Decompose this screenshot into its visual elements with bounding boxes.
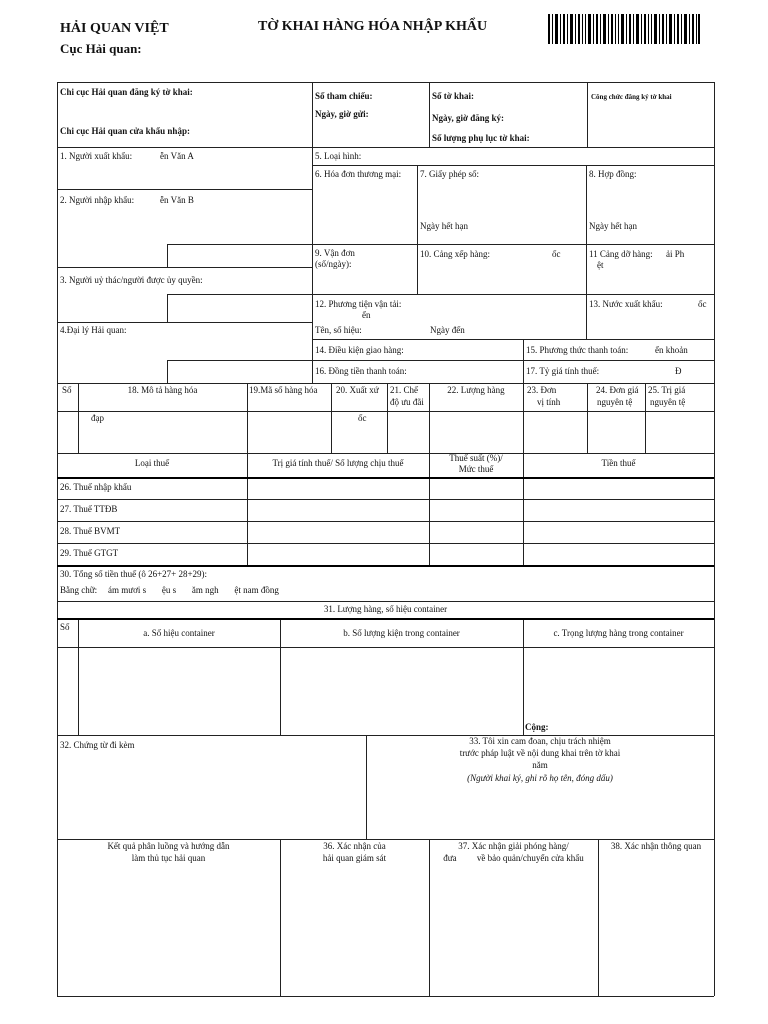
bill-of-lading-sub: (số/ngày): (315, 259, 352, 269)
loading-port-value: ốc (552, 249, 561, 259)
contract-expiry-label: Ngày hết hạn (589, 221, 637, 231)
discharge-port-label: 11 Cảng dỡ hàng: (589, 249, 653, 259)
branch-register-label: Chi cục Hải quan đăng ký tờ khai: (60, 87, 193, 97)
container-col-weight: c. Trọng lượng hàng trong container (553, 628, 684, 638)
release-line-2: đưa về bảo quản/chuyển cửa khẩu (443, 853, 584, 863)
supervision-line-2: hải quan giám sát (322, 853, 387, 863)
tax-rate-header: Thuế suất (%)/ (449, 453, 503, 463)
sub-agency: Cục Hải quan: (60, 41, 142, 56)
col-hs-code: 19.Mã số hàng hóa (249, 385, 318, 395)
arrival-date-label: Ngày đến (430, 325, 465, 335)
discharge-port-value: ải Ph (666, 249, 685, 259)
vessel-name-label: Tên, số hiệu: (315, 325, 362, 335)
trustor-label: 3. Người uỷ thác/người được ủy quyền: (60, 275, 203, 285)
contract-label: 8. Hợp đồng: (589, 169, 637, 179)
declaration-line-1: 33. Tôi xin cam đoan, chịu trách nhiệm (469, 736, 611, 746)
declaration-line-3: năm (532, 760, 548, 770)
tax-row-import: 26. Thuế nhập khẩu (60, 482, 132, 492)
exporter-value: ễn Văn A (160, 151, 194, 161)
col-unit-price-2: nguyên tệ (597, 397, 633, 407)
col-quantity: 22. Lượng hàng (447, 385, 505, 395)
branch-border-label: Chi cục Hải quan cửa khẩu nhập: (60, 126, 190, 136)
officer-label: Công chức đăng ký tờ khai (591, 93, 672, 101)
col-value: 25. Trị giá (648, 385, 686, 395)
importer-value: ễn Văn B (160, 195, 194, 205)
export-country-value: ốc (698, 299, 707, 309)
supervision-line-1: 36. Xác nhận của (323, 841, 386, 851)
routing-result-line-1: Kết quả phân luồng và hướng dẫn (107, 841, 230, 851)
exchange-rate-label: 17. Tỷ giá tính thuế: (526, 366, 600, 376)
register-datetime-label: Ngày, giờ đăng ký: (432, 113, 504, 123)
col-no: Số (62, 385, 72, 395)
payment-method-value: ển khoản (655, 345, 688, 355)
tax-rate-header-2: Mức thuế (458, 464, 494, 474)
type-label: 5. Loại hình: (315, 151, 362, 161)
container-title: 31. Lượng hàng, số hiệu container (323, 604, 448, 614)
col-unit: 23. Đơn (527, 385, 557, 395)
col-origin: 20. Xuất xứ (336, 385, 379, 395)
export-country-label: 13. Nước xuất khẩu: (589, 299, 663, 309)
barcode-icon (548, 14, 700, 44)
amount-in-words-value: ám mươi s ệu s ăm ngh ệt nam đồng (108, 585, 279, 595)
container-col-packages: b. Số lượng kiện trong container (343, 628, 460, 638)
loading-port-label: 10. Cảng xếp hàng: (420, 249, 490, 259)
importer-label: 2. Người nhập khẩu: (60, 195, 135, 205)
col-unit-2: vị tính (537, 397, 561, 407)
agency-name: HẢI QUAN VIỆT (60, 21, 169, 36)
tax-row-environment: 28. Thuế BVMT (60, 526, 121, 536)
taxable-value-header: Trị giá tính thuế/ Số lượng chịu thuế (272, 458, 404, 468)
ref-no-label: Số tham chiếu: (315, 91, 373, 101)
appendix-count-label: Số lượng phụ lục tờ khai: (432, 133, 530, 143)
release-line-1: 37. Xác nhận giải phóng hàng/ (458, 841, 569, 851)
exporter-label: 1. Người xuất khẩu: (60, 151, 133, 161)
form-title: TỜ KHAI HÀNG HÓA NHẬP KHẨU (258, 19, 488, 34)
discharge-port-value-2: ệt (597, 260, 604, 270)
container-col-no: Số (60, 622, 70, 632)
license-label: 7. Giấy phép số: (420, 169, 479, 179)
declaration-line-2: trước pháp luật về nội dung khai trên tờ khai (459, 748, 621, 758)
bill-of-lading-label: 9. Vận đơn (315, 248, 355, 258)
license-expiry-label: Ngày hết hạn (420, 221, 468, 231)
col-description: 18. Mô tả hàng hóa (127, 385, 198, 395)
clearance-label: 38. Xác nhận thông quan (610, 841, 702, 851)
container-total-label: Cộng: (525, 722, 549, 732)
invoice-label: 6. Hóa đơn thương mại: (315, 169, 402, 179)
tax-type-header: Loại thuế (134, 458, 170, 468)
tax-row-vat: 29. Thuế GTGT (60, 548, 119, 558)
sent-datetime-label: Ngày, giờ gửi: (315, 109, 369, 119)
tax-row-special: 27. Thuế TTĐB (60, 504, 118, 514)
col-unit-price: 24. Đơn giá (596, 385, 639, 395)
currency-label: 16. Đồng tiền thanh toán: (315, 366, 407, 376)
transport-value: ển (362, 310, 371, 320)
routing-result-line-2: làm thủ tục hải quan (131, 853, 206, 863)
declarant-sign-note: (Người khai ký, ghi rõ họ tên, đóng dấu) (467, 773, 613, 783)
attached-docs-label: 32. Chứng từ đi kèm (60, 740, 135, 750)
amount-in-words-label: Bằng chữ: (60, 585, 98, 595)
declaration-no-label: Số tờ khai: (432, 91, 474, 101)
tax-amount-header: Tiền thuế (601, 458, 636, 468)
container-col-number: a. Số hiệu container (143, 628, 215, 638)
col-preference: 21. Chế (390, 385, 418, 395)
customs-agent-label: 4.Đại lý Hải quan: (60, 325, 127, 335)
col-preference-2: độ ưu đãi (390, 397, 424, 407)
delivery-terms-label: 14. Điều kiện giao hàng: (315, 345, 404, 355)
payment-method-label: 15. Phương thức thanh toán: (526, 345, 629, 355)
col-value-2: nguyên tệ (650, 397, 686, 407)
exchange-rate-value: Đ (675, 366, 682, 376)
transport-label: 12. Phương tiện vận tải: (315, 299, 402, 309)
total-tax-label: 30. Tổng số tiền thuế (ô 26+27+ 28+29): (60, 569, 208, 579)
goods-desc-value: đạp (91, 413, 104, 423)
goods-origin-value: ốc (358, 413, 367, 423)
